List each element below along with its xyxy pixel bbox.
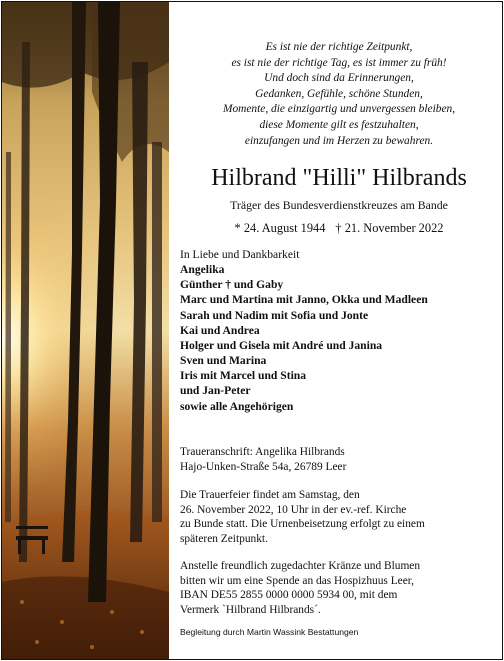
deceased-name: Hilbrand "Hilli" Hilbrands bbox=[211, 165, 467, 191]
donation-info bbox=[180, 559, 498, 617]
donation-line: IBAN DE55 2855 0000 0000 5934 00, mit dem bbox=[180, 589, 398, 602]
poem-line: Es ist nie der richtige Zeitpunkt, bbox=[265, 41, 413, 53]
mourner-name: Sven und Marina bbox=[180, 354, 267, 368]
poem-line: Gedanken, Gefühle, schöne Stunden, bbox=[255, 87, 423, 100]
funeral-line: 26. November 2022, 10 Uhr in der ev.-ref. Kirche bbox=[180, 503, 407, 516]
poem bbox=[180, 40, 498, 149]
funeral-line: späteren Zeitpunkt. bbox=[180, 532, 268, 545]
life-dates bbox=[180, 221, 498, 236]
mourner-name: Angelika bbox=[180, 263, 225, 277]
mourners-list bbox=[180, 247, 498, 414]
obituary-text bbox=[180, 2, 498, 659]
mourning-address bbox=[180, 445, 498, 474]
funeral-info bbox=[180, 488, 498, 546]
donation-line: Anstelle freundlich zugedachter Kränze und Blumen bbox=[180, 560, 421, 572]
mourner-name: sowie alle Angehörigen bbox=[180, 399, 294, 413]
deceased-honor: Träger des Bundesverdienstkreuzes am Bande bbox=[230, 198, 448, 212]
mourner-name: Iris mit Marcel und Stina bbox=[180, 369, 307, 383]
donation-line: Vermerk `Hilbrand Hilbrands´. bbox=[180, 603, 321, 616]
obituary-card bbox=[1, 1, 503, 660]
death-date: † 21. November 2022 bbox=[335, 221, 444, 235]
address-line: Traueranschrift: Angelika Hilbrands bbox=[180, 446, 345, 458]
mourner-name: und Jan-Peter bbox=[180, 384, 251, 398]
poem-line: Und doch sind da Erinnerungen, bbox=[264, 72, 414, 85]
address-line: Hajo-Unken-Straße 54a, 26789 Leer bbox=[180, 460, 347, 473]
forest-sunset-photo bbox=[2, 2, 169, 659]
funeral-line: zu Bunde statt. Die Urnenbeisetzung erfolgt zu einem bbox=[180, 518, 425, 531]
mourners-intro: In Liebe und Dankbarkeit bbox=[180, 248, 300, 261]
poem-line: es ist nie der richtige Tag, es ist immer zu früh! bbox=[231, 56, 447, 69]
mourner-name: Kai und Andrea bbox=[180, 323, 260, 337]
donation-line: bitten wir um eine Spende an das Hospizhuus Leer, bbox=[180, 574, 414, 587]
mourner-name: Günther † und Gaby bbox=[180, 278, 284, 292]
mourner-name: Marc und Martina mit Janno, Okka und Madleen bbox=[180, 293, 428, 307]
mourner-name: Holger und Gisela mit André und Janina bbox=[180, 338, 383, 352]
poem-line: Momente, die einzigartig und unvergessen bleiben, bbox=[222, 103, 456, 116]
poem-line: einzufangen und im Herzen zu bewahren. bbox=[244, 134, 434, 147]
birth-date: * 24. August 1944 bbox=[234, 221, 326, 235]
mourner-name: Sarah und Nadim mit Sofia und Jonte bbox=[180, 308, 369, 322]
funeral-line: Die Trauerfeier findet am Samstag, den bbox=[180, 489, 360, 501]
poem-line: diese Momente gilt es festzuhalten, bbox=[259, 118, 419, 131]
funeral-home-credit: Begleitung durch Martin Wassink Bestattungen bbox=[180, 627, 359, 637]
